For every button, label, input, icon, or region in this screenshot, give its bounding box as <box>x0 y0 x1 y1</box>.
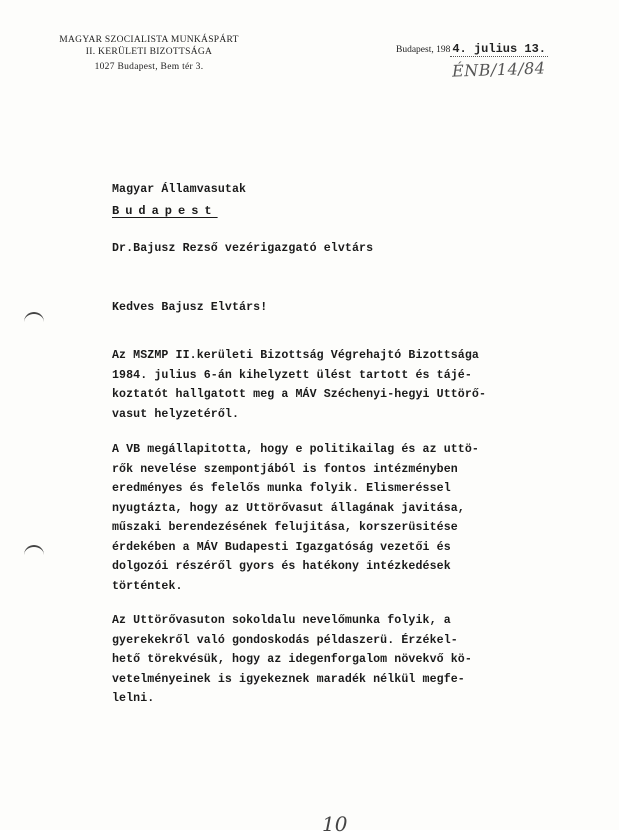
recipient-person: Dr.Bajusz Rezső vezérigazgató elvtárs <box>112 241 374 255</box>
paragraph-2: A VB megállapitotta, hogy e politikailag és az uttö- rők nevelése szempontjából is fontos intézményben eredményes és felelős munka folyik. Elismeréssel nyugtázta, hogy az Uttörővasut állagának javitása, műszaki berendezésének felujitása, korszerüsitése érdekében a MÁV Budapesti Igazgatóság vezetői és dolgozói részéről gyors és hatékony intézkedések történtek. <box>112 443 479 593</box>
page-number: 10 <box>322 812 348 836</box>
letterhead <box>44 34 254 73</box>
paragraph-1: Az MSZMP II.kerületi Bizottság Végrehajtó Bizottsága 1984. julius 6-án kihelyzett ülést tartott és tájé- koztatót hallgatott meg a MÁV Széchenyi-hegyi Uttörő- vasut helyzetéről. <box>112 349 487 421</box>
recipient-block <box>112 141 373 297</box>
recipient-organization: Magyar Államvasutak <box>112 183 247 196</box>
date-typed: 4. julius 13. <box>452 42 546 56</box>
paragraph-3: Az Uttörővasuton sokoldalu nevelőmunka folyik, a gyerekekről való gondoskodás példaszerü. Érzékel- hető törekvésük, hogy az idegenforgalom növekvő kö- vetelményeinek is igyekeznek maradék nélkül megfe- lelni. <box>112 614 472 705</box>
letterhead-address: 1027 Budapest, Bem tér 3. <box>94 62 204 72</box>
handwritten-reference: ÉNB/14/84 <box>451 58 546 81</box>
dateline <box>396 42 548 56</box>
date-printed: Budapest, 198 <box>396 45 451 55</box>
city-line: Budapest <box>112 204 218 218</box>
letterhead-committee: II. KERÜLETI BIZOTTSÁGA <box>85 47 213 57</box>
punch-hole-mark <box>24 312 44 328</box>
greeting: Kedves Bajusz Elvtárs! <box>112 301 268 314</box>
punch-hole-mark <box>24 545 44 561</box>
letterhead-party: MAGYAR SZOCIALISTA MUNKÁSPÁRT <box>59 35 239 45</box>
